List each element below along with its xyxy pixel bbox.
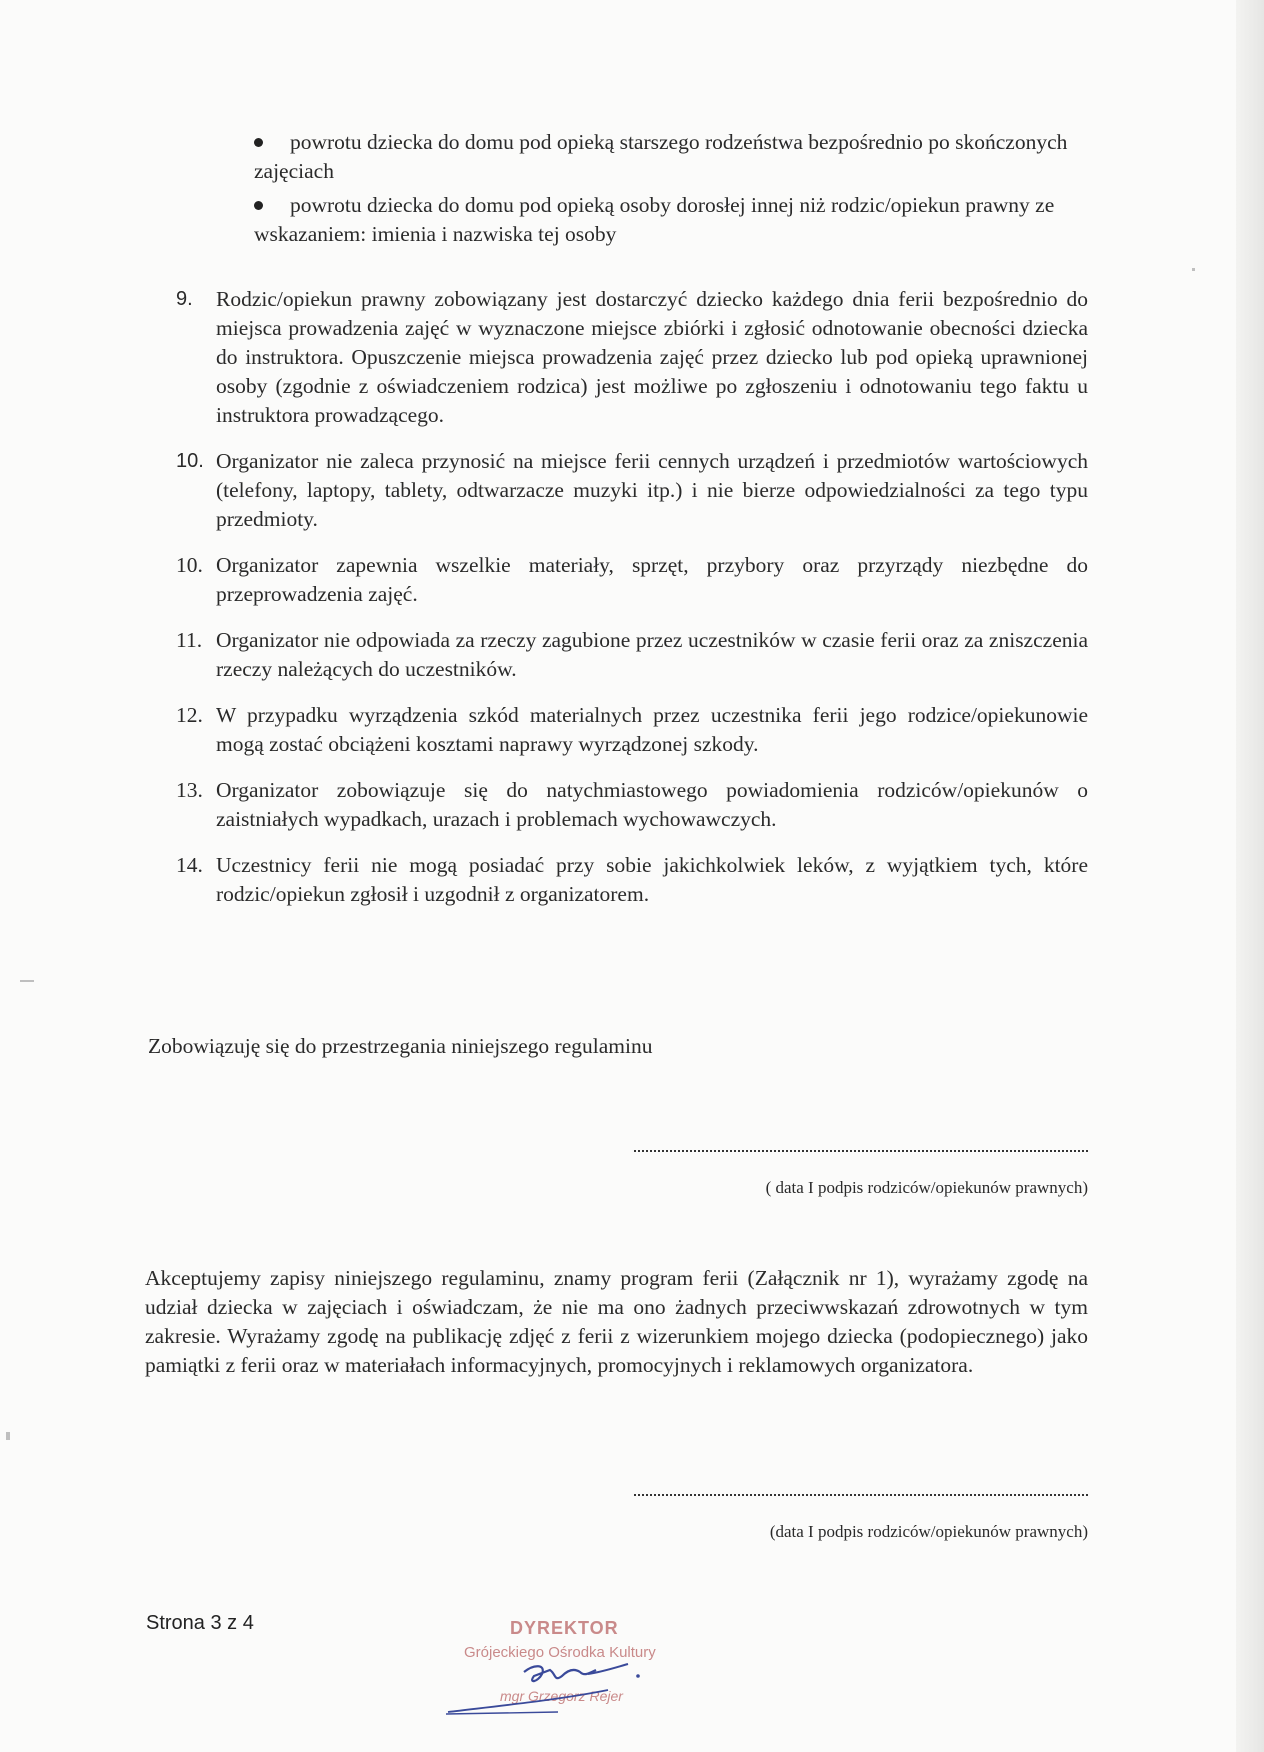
- rule-number: 14.: [176, 853, 203, 877]
- bullet-text: powrotu dziecka do domu pod opieką osoby dorosłej innej niż rodzic/opiekun prawny ze wskazaniem: imienia i nazwiska tej osoby: [254, 193, 1055, 246]
- rule-text: Organizator nie odpowiada za rzeczy zagubione przez uczestników w czasie ferii oraz za zniszczenia rzeczy należących do uczestników.: [216, 628, 1088, 681]
- rule-text: Uczestnicy ferii nie mogą posiadać przy sobie jakichkolwiek leków, z wyjątkiem tych, które rodzic/opiekun zgłosił i uzgodnił z organizatorem.: [216, 853, 1088, 906]
- bullet-item: [254, 191, 1088, 249]
- director-stamp: [438, 1614, 688, 1722]
- rule-number: 12.: [176, 703, 203, 727]
- bullet-icon: [254, 201, 263, 210]
- rule-text: Organizator zapewnia wszelkie materiały, sprzęt, przybory oraz przyrządy niezbędne do przeprowadzenia zajęć.: [216, 553, 1088, 606]
- commitment-statement: Zobowiązuję się do przestrzegania niniejszego regulaminu: [148, 1034, 653, 1058]
- scan-edge: [1236, 0, 1264, 1752]
- handwritten-signature: [438, 1614, 688, 1722]
- stamp-title: DYREKTOR: [510, 1618, 619, 1638]
- rule-text: Rodzic/opiekun prawny zobowiązany jest dostarczyć dziecko każdego dnia ferii bezpośrednio do miejsca prowadzenia zajęć w wyznaczone miejsce zbiórki i zgłosić odnotowanie obecności dziecka do instruktora. Opuszczenie miejsca prowadzenia zajęć przez dziecko lub pod opieką uprawnionej osoby (zgodnie z oświadczeniem rodzica) jest możliwe po zgłoszeniu i odnotowaniu tego faktu u instruktora prowadzącego.: [216, 287, 1088, 427]
- bullet-item: [254, 128, 1088, 186]
- rule-text: Organizator zobowiązuje się do natychmiastowego powiadomienia rodziców/opiekunów o zaistniałych wypadkach, urazach i problemach wychowawczych.: [216, 778, 1088, 831]
- rule-number: 9.: [176, 288, 193, 310]
- signature-caption: (data I podpis rodziców/opiekunów prawnych): [769, 1522, 1088, 1541]
- page-number: Strona 3 z 4: [146, 1612, 254, 1634]
- rule-item: [176, 851, 1088, 909]
- bullet-list: [254, 128, 1088, 254]
- rule-number: 13.: [176, 778, 203, 802]
- scan-speck: [1192, 268, 1195, 271]
- rule-item: [176, 701, 1088, 759]
- bullet-text: powrotu dziecka do domu pod opieką starszego rodzeństwa bezpośrednio po skończonych zajęciach: [254, 130, 1068, 183]
- rule-number: 10.: [176, 553, 203, 577]
- rule-text: W przypadku wyrządzenia szkód materialnych przez uczestnika ferii jego rodzice/opiekunowie mogą zostać obciążeni kosztami naprawy wyrządzonej szkody.: [216, 703, 1088, 756]
- scan-speck: [20, 980, 34, 982]
- rule-item: [176, 626, 1088, 684]
- rule-item: [176, 776, 1088, 834]
- signature-line: [634, 1150, 1088, 1152]
- rule-number: 10.: [176, 450, 204, 472]
- rule-item: [176, 551, 1088, 609]
- bullet-icon: [254, 138, 263, 147]
- stamp-organization: Grójeckiego Ośrodka Kultury: [464, 1644, 656, 1661]
- rule-item: [176, 447, 1088, 534]
- stamp-name: mgr Grzegorz Rejer: [500, 1688, 623, 1704]
- acceptance-statement: Akceptujemy zapisy niniejszego regulaminu, znamy program ferii (Załącznik nr 1), wyrażamy zgodę na udział dziecka w zajęciach i oświadczam, że nie ma ono żadnych przeciwwskazań zdrowotnych w tym zakresie. Wyrażamy zgodę na publikację zdjęć z ferii z wizerunkiem mojego dziecka (podopiecznego) jako pamiątki z ferii oraz w materiałach informacyjnych, promocyjnych i reklamowych organizatora.: [145, 1266, 1088, 1377]
- rule-text: Organizator nie zaleca przynosić na miejsce ferii cennych urządzeń i przedmiotów wartościowych (telefony, laptopy, tablety, odtwarzacze muzyki itp.) i nie bierze odpowiedzialności za tego typu przedmioty.: [216, 449, 1088, 531]
- signature-line: [634, 1494, 1088, 1496]
- rules-list: [176, 285, 1088, 926]
- signature-caption: ( data I podpis rodziców/opiekunów prawnych): [765, 1178, 1088, 1197]
- rule-number: 11.: [176, 628, 203, 652]
- scan-speck: [6, 1432, 10, 1440]
- rule-item: [176, 285, 1088, 430]
